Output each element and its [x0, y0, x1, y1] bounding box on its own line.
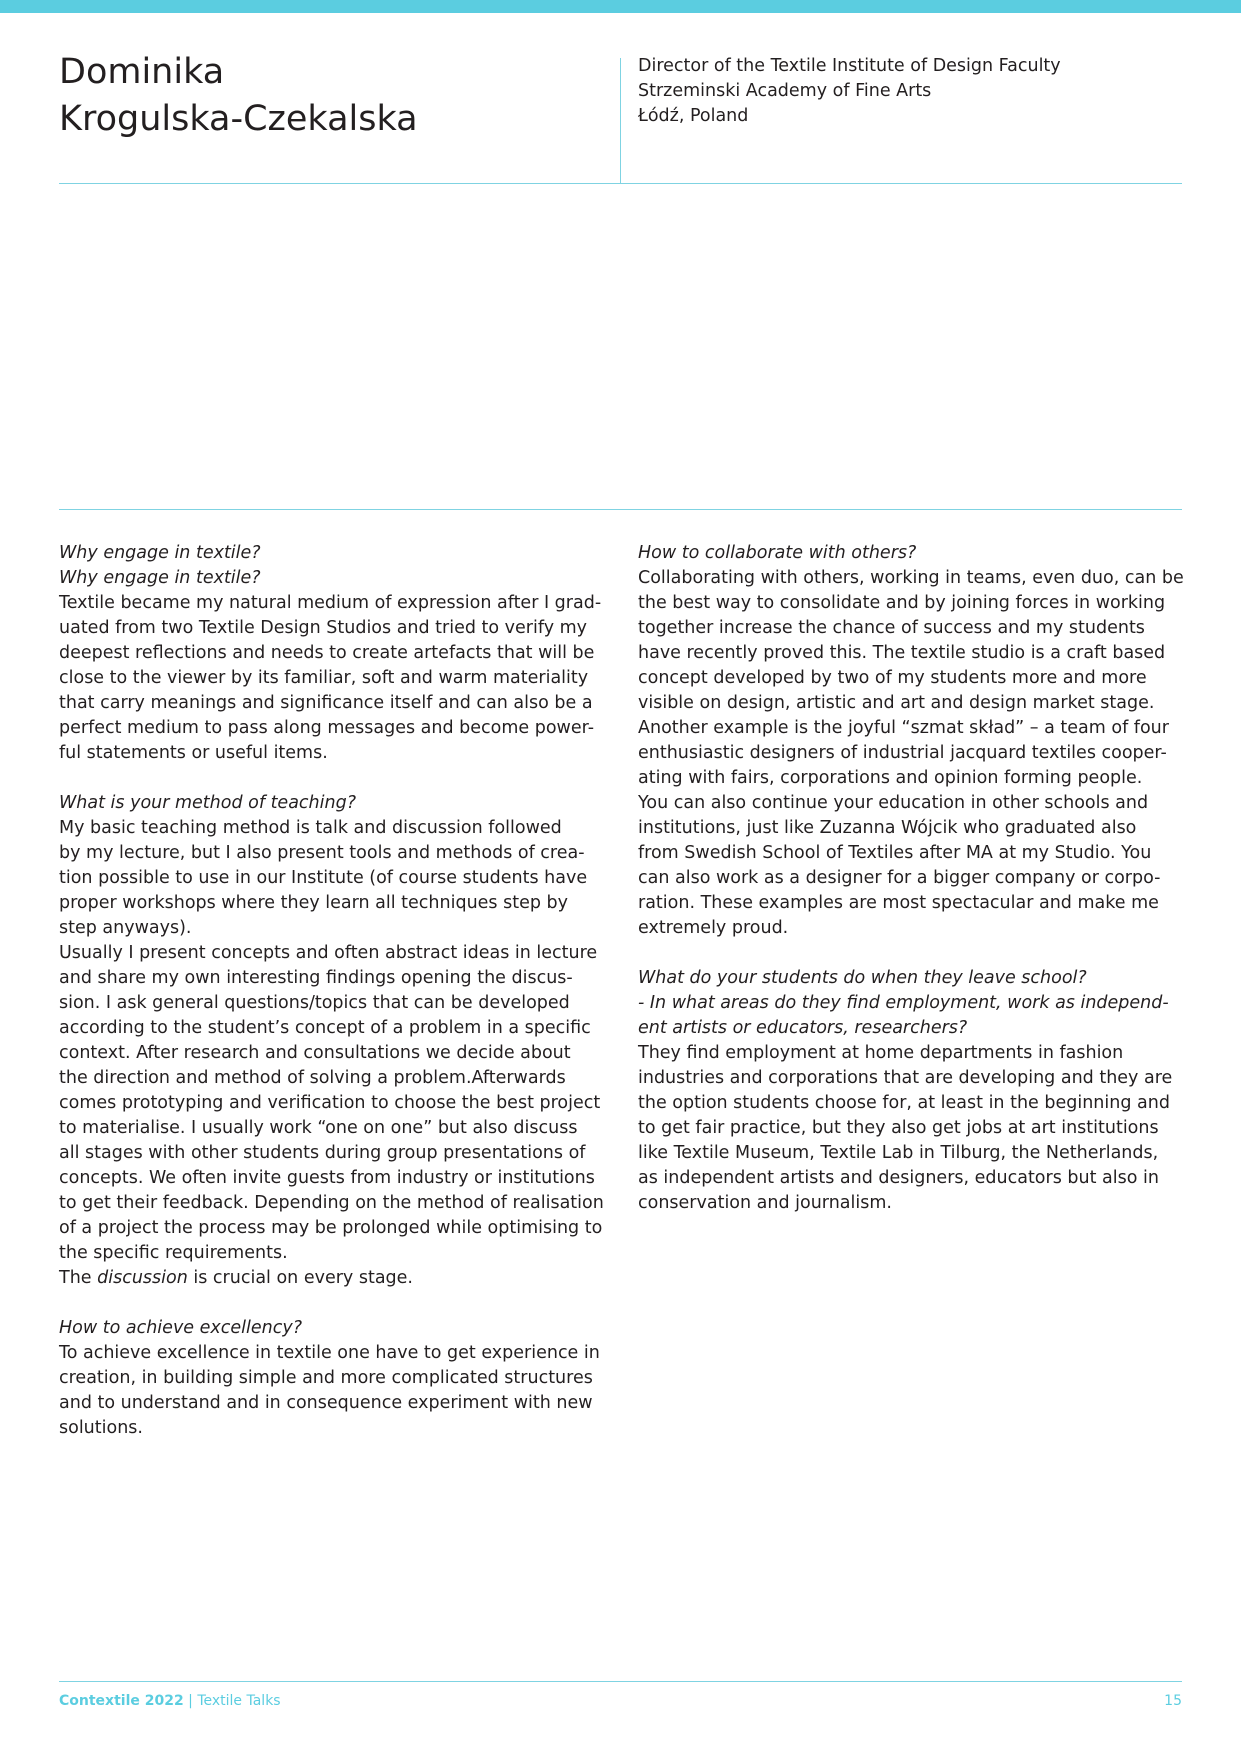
- text-line: ating with fairs, corporations and opinion forming people.: [638, 768, 1143, 788]
- text-line: tion possible to use in our Institute (of course students have: [59, 868, 588, 888]
- text-line: concepts. We often invite guests from industry or institutions: [59, 1168, 595, 1188]
- text-line: have recently proved this. The textile studio is a craft based: [638, 643, 1166, 663]
- text-line: deepest reflections and needs to create artefacts that will be: [59, 643, 595, 663]
- footer-separator: |: [183, 1693, 198, 1709]
- text-line: as independent artists and designers, educators but also in: [638, 1168, 1159, 1188]
- page-number: 15: [1164, 1693, 1182, 1709]
- text-line: can also work as a designer for a bigger company or corpo-: [638, 868, 1161, 888]
- text-line: enthusiastic designers of industrial jacquard textiles cooper-: [638, 743, 1167, 763]
- answer-why-textile: [59, 591, 619, 766]
- text-line: and share my own interesting findings opening the discus-: [59, 968, 573, 988]
- section-title: Textile Talks: [197, 1693, 281, 1709]
- text-line: according to the student’s concept of a problem in a specific: [59, 1018, 591, 1038]
- text-line: conservation and journalism.: [638, 1193, 892, 1213]
- discussion-suffix: is crucial on every stage.: [187, 1268, 413, 1288]
- text-line: ful statements or useful items.: [59, 743, 328, 763]
- footer-publication: [59, 1692, 281, 1710]
- text-line: context. After research and consultations we decide about: [59, 1043, 571, 1063]
- question-collaborate: How to collaborate with others?: [638, 543, 917, 563]
- question-after-school: [638, 966, 1198, 1041]
- text-line: concept developed by two of my students more and more: [638, 668, 1147, 688]
- person-name: [59, 49, 599, 143]
- question-teaching-method: What is your method of teaching?: [59, 793, 356, 813]
- text-line: ration. These examples are most spectacular and make me: [638, 893, 1159, 913]
- text-line: extremely proud.: [638, 918, 789, 938]
- text-line: Textile became my natural medium of expression after I grad-: [59, 593, 602, 613]
- answer-collaborate: [638, 566, 1198, 941]
- footer-rule: [59, 1681, 1182, 1682]
- text-line: proper workshops where they learn all techniques step by: [59, 893, 568, 913]
- text-line: to get their feedback. Depending on the method of realisation: [59, 1193, 604, 1213]
- text-line: They find employment at home departments in fashion: [638, 1043, 1124, 1063]
- question-excellency: How to achieve excellency?: [59, 1318, 302, 1338]
- text-line: the option students choose for, at least in the beginning and: [638, 1093, 1170, 1113]
- text-line: close to the viewer by its familiar, soft and warm materiality: [59, 668, 589, 688]
- paragraph-gap: [59, 1291, 619, 1316]
- question-line: - In what areas do they find employment, work as independ-: [638, 993, 1169, 1013]
- left-column: [59, 541, 619, 1441]
- text-line: from Swedish School of Textiles after MA at my Studio. You: [638, 843, 1152, 863]
- text-line: sion. I ask general questions/topics that can be developed: [59, 993, 570, 1013]
- question-line: What do your students do when they leave school?: [638, 968, 1087, 988]
- affiliation: [638, 54, 1198, 129]
- text-line: comes prototyping and verification to choose the best project: [59, 1093, 601, 1113]
- question-why-textile: Why engage in textile?: [59, 543, 261, 563]
- text-line: Usually I present concepts and often abstract ideas in lecture: [59, 943, 598, 963]
- text-line: to get fair practice, but they also get jobs at art institutions: [638, 1118, 1159, 1138]
- discussion-emphasis: discussion: [97, 1268, 188, 1288]
- question-line: ent artists or educators, researchers?: [638, 1018, 968, 1038]
- name-line-2: Krogulska-Czekalska: [59, 99, 418, 139]
- text-line: the specific requirements.: [59, 1243, 288, 1263]
- answer-teaching-method: [59, 816, 619, 1291]
- header-rule: [59, 183, 1182, 184]
- answer-excellency: [59, 1341, 619, 1441]
- text-line: creation, in building simple and more complicated structures: [59, 1368, 593, 1388]
- answer-after-school: [638, 1041, 1198, 1216]
- affiliation-line: Łódź, Poland: [638, 106, 749, 126]
- text-line: of a project the process may be prolonged while optimising to: [59, 1218, 603, 1238]
- question-why-textile-repeat: Why engage in textile?: [59, 568, 261, 588]
- image-area-rule: [59, 509, 1182, 510]
- paragraph-gap: [638, 941, 1198, 966]
- publication-title: Contextile 2022: [59, 1693, 184, 1709]
- text-line: My basic teaching method is talk and discussion followed: [59, 818, 562, 838]
- affiliation-line: Strzeminski Academy of Fine Arts: [638, 81, 932, 101]
- text-line: step anyways).: [59, 918, 192, 938]
- text-line: that carry meanings and significance itself and can also be a: [59, 693, 593, 713]
- text-line: institutions, just like Zuzanna Wójcik who graduated also: [638, 818, 1137, 838]
- text-line: to materialise. I usually work “one on one” but also discuss: [59, 1118, 578, 1138]
- text-line: the direction and method of solving a problem.Afterwards: [59, 1068, 566, 1088]
- text-line: Collaborating with others, working in teams, even duo, can be: [638, 568, 1184, 588]
- text-line: You can also continue your education in other schools and: [638, 793, 1149, 813]
- text-line: perfect medium to pass along messages and become power-: [59, 718, 595, 738]
- text-line: To achieve excellence in textile one have to get experience in: [59, 1343, 600, 1363]
- text-line: uated from two Textile Design Studios and tried to verify my: [59, 618, 588, 638]
- paragraph-gap: [59, 766, 619, 791]
- name-line-1: Dominika: [59, 52, 225, 92]
- right-column: [638, 541, 1198, 1216]
- text-line: like Textile Museum, Textile Lab in Tilburg, the Netherlands,: [638, 1143, 1159, 1163]
- top-accent-bar: [0, 0, 1241, 13]
- text-line: and to understand and in consequence experiment with new: [59, 1393, 593, 1413]
- text-line: by my lecture, but I also present tools and methods of crea-: [59, 843, 585, 863]
- text-line: visible on design, artistic and art and design market stage.: [638, 693, 1155, 713]
- text-line: together increase the chance of success and my students: [638, 618, 1145, 638]
- text-line: the best way to consolidate and by joining forces in working: [638, 593, 1166, 613]
- discussion-prefix: The: [59, 1268, 98, 1288]
- text-line: all stages with other students during group presentations of: [59, 1143, 586, 1163]
- text-line: solutions.: [59, 1418, 143, 1438]
- text-line-discussion: [59, 1266, 619, 1291]
- text-line: Another example is the joyful “szmat skład” – a team of four: [638, 718, 1169, 738]
- header-vertical-divider: [620, 58, 621, 183]
- text-line: industries and corporations that are developing and they are: [638, 1068, 1173, 1088]
- affiliation-line: Director of the Textile Institute of Design Faculty: [638, 56, 1061, 76]
